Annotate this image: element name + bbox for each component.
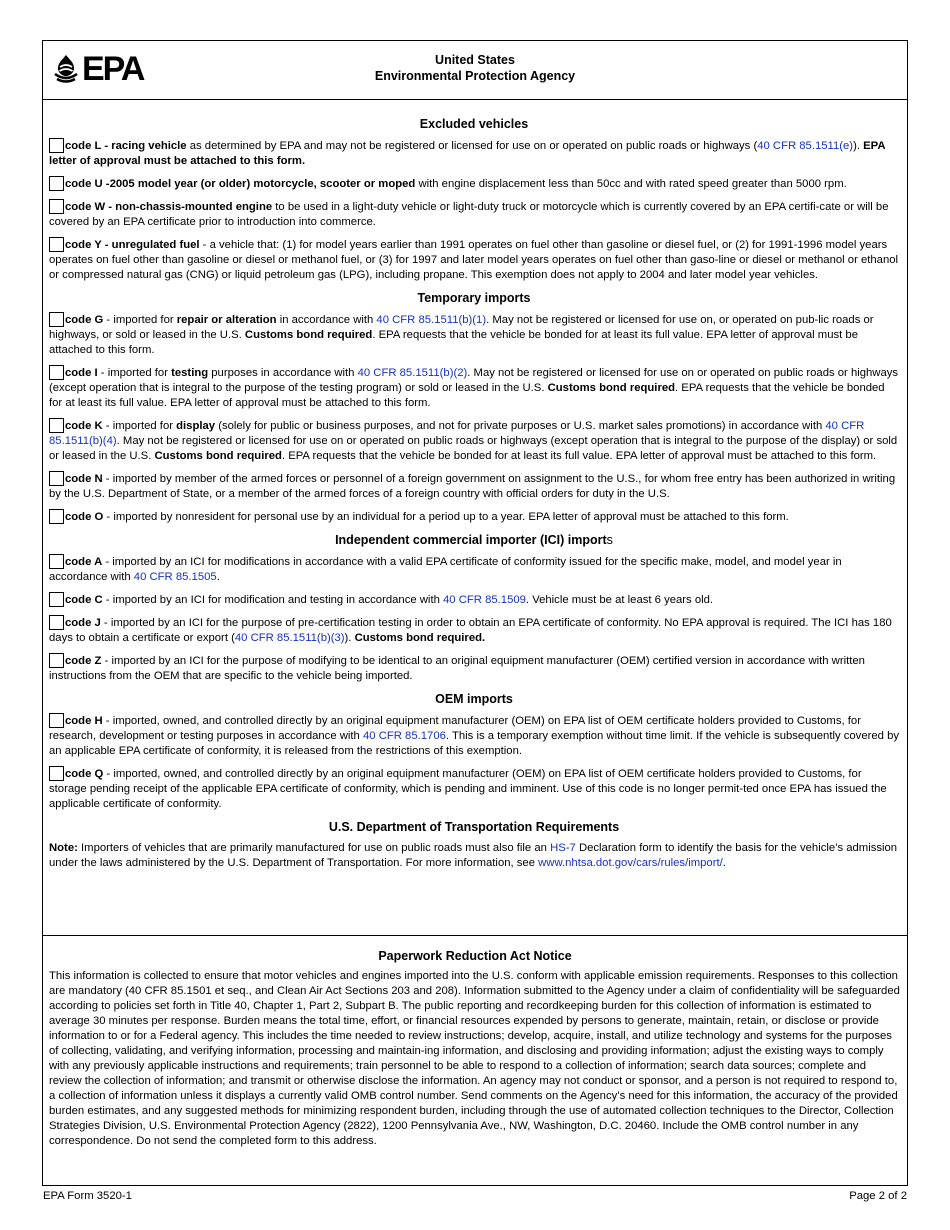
- code-q-item: [49, 766, 899, 812]
- code-j-text: - imported by an ICI for the purpose of pre-certification testing in order to obtain an EPA certificate of conformity. No EPA approval is required. The ICI has 180 days to obtain a certificate or export (: [49, 617, 892, 644]
- code-c-text-2: . Vehicle must be at least 6 years old.: [525, 594, 714, 606]
- code-u-checkbox[interactable]: [49, 176, 64, 191]
- code-k-bond: Customs bond required: [154, 450, 282, 462]
- code-y-checkbox[interactable]: [49, 237, 64, 252]
- code-c-item: [49, 592, 899, 608]
- pra-title: Paperwork Reduction Act Notice: [378, 949, 572, 963]
- code-u-text: with engine displacement less than 50cc and with rated speed greater than 5000 rpm.: [415, 178, 847, 190]
- code-j-title: code J: [65, 617, 101, 629]
- code-z-item: [49, 653, 899, 684]
- section-temporary-imports: Temporary imports: [417, 291, 531, 305]
- code-j-checkbox[interactable]: [49, 615, 64, 630]
- code-i-link[interactable]: 40 CFR 85.1511(b)(2): [357, 367, 468, 379]
- section-excluded-vehicles: Excluded vehicles: [419, 117, 529, 131]
- code-h-item: [49, 713, 899, 759]
- code-n-item: [49, 471, 899, 502]
- dot-note: [49, 841, 899, 871]
- code-l-checkbox[interactable]: [49, 138, 64, 153]
- code-q-title: code Q: [65, 768, 104, 780]
- code-c-title: code C: [65, 594, 103, 606]
- code-h-text-2: . This is a temporary exemption without time limit. If the vehicle is subsequently covered by an applicable EPA certificate of conformity, it is released from the restrictions of this exemption.: [49, 730, 900, 757]
- code-y-text: - a vehicle that: (1) for model years earlier than 1991 operates on fuel other than gasoline or diesel fuel, or (2) for 1991-1996 model years operates on fuel other than gasoline or diesel or methanol fuel, or (3) for 1997 and later model years operates on fuel other than gaso-line or diesel or methanol or ethanol or compressed natural gas (CNG) or liquid petroleum gas (LPG), including propane. This exemption does not apply to 2004 and later model year vehicles.: [49, 239, 899, 281]
- nhtsa-link[interactable]: www.nhtsa.dot.gov/cars/rules/import/: [538, 857, 723, 869]
- code-c-link[interactable]: 40 CFR 85.1509: [443, 594, 526, 606]
- code-u-title: code U -2005 model year (or older) motorcycle, scooter or moped: [65, 178, 416, 190]
- code-c-text: - imported by an ICI for modification and testing in accordance with: [102, 594, 444, 606]
- agency-title: [43, 50, 907, 88]
- code-z-title: code Z: [65, 655, 102, 667]
- code-g-text-3: . May not be registered or licensed for use on, or operated on pub-lic roads or highways, or sold or leased in the U.S.: [49, 314, 874, 341]
- code-a-link[interactable]: 40 CFR 85.1505: [133, 571, 217, 583]
- code-o-text: - imported by nonresident for personal use by an individual for a period up to a year. EPA letter of approval must be attached to this form.: [103, 511, 789, 523]
- code-l-requirement: EPA letter of approval must be attached to this form.: [49, 140, 886, 167]
- code-w-checkbox[interactable]: [49, 199, 64, 214]
- code-g-purpose: repair or alteration: [176, 314, 277, 326]
- form-header: [43, 41, 907, 100]
- code-o-checkbox[interactable]: [49, 509, 64, 524]
- code-c-checkbox[interactable]: [49, 592, 64, 607]
- code-h-text: - imported, owned, and controlled directly by an original equipment manufacturer (OEM) on EPA list of OEM certificate holders provided to Customs, for research, development or testing purposes in accordance with: [49, 715, 861, 742]
- code-l-text: as determined by EPA and may not be registered or licensed for use on or operated on public roads or highways (: [186, 140, 758, 152]
- code-i-bond: Customs bond required: [547, 382, 676, 394]
- code-g-text: - imported for: [103, 314, 177, 326]
- code-y-title: code Y - unregulated fuel: [65, 239, 200, 251]
- section-dot-requirements: U.S. Department of Transportation Requirements: [328, 820, 620, 834]
- code-i-text: - imported for: [97, 367, 172, 379]
- section-ici-imports: [49, 532, 899, 548]
- hs7-link[interactable]: HS-7: [550, 842, 576, 854]
- code-g-text-2: in accordance with: [276, 314, 377, 326]
- code-g-text-4: . EPA requests that the vehicle be bonded for at least its full value. EPA letter of approval must be attached to this form.: [49, 329, 858, 356]
- code-w-text: to be used in a light-duty vehicle or light-duty truck or motorcycle which is currently covered by an EPA certifi-cate or will be covered by an EPA certificate prior to introduction into commerce.: [49, 201, 889, 228]
- code-u-item: [49, 176, 899, 192]
- dot-note-text: Importers of vehicles that are primarily manufactured for use on public roads must also file an: [77, 842, 551, 854]
- section-oem-imports: OEM imports: [435, 692, 513, 706]
- code-o-title: code O: [65, 511, 104, 523]
- code-k-link[interactable]: 40 CFR 85.1511(b)(4): [49, 420, 865, 447]
- code-y-item: [49, 237, 899, 283]
- code-n-text: - imported by member of the armed forces or personnel of a foreign government on assignment to the U.S., for whom free entry has been authorized in writing by the U.S. Department of State, or a member of the armed forces of a foreign country with official orders for duty in the U.S.: [49, 473, 896, 500]
- code-k-text: - imported for: [102, 420, 177, 432]
- code-a-title: code A: [65, 556, 103, 568]
- section-ici-suffix: s: [606, 533, 613, 547]
- code-k-title: code K: [65, 420, 103, 432]
- code-g-item: [49, 312, 899, 358]
- dot-note-text-2: Declaration form to identify the basis for the vehicle’s admission under the laws administered by the U.S. Department of Transportation. For more information, see: [49, 842, 898, 869]
- code-j-link[interactable]: 40 CFR 85.1511(b)(3): [234, 632, 345, 644]
- code-k-item: [49, 418, 899, 464]
- code-i-text-3: . May not be registered or licensed for use on or operated on public roads or highways (except operation that is integral to the purpose of the testing program) or sold or leased in the U.S.: [49, 367, 899, 394]
- epa-logo-text: EPA: [82, 50, 144, 88]
- dot-note-text-3: .: [722, 857, 726, 869]
- code-z-checkbox[interactable]: [49, 653, 64, 668]
- code-g-title: code G: [65, 314, 104, 326]
- code-l-link[interactable]: 40 CFR 85.1511(e): [757, 140, 854, 152]
- code-j-text-2: ).: [344, 632, 355, 644]
- code-g-checkbox[interactable]: [49, 312, 64, 327]
- code-q-checkbox[interactable]: [49, 766, 64, 781]
- code-i-purpose: testing: [171, 367, 209, 379]
- code-i-item: [49, 365, 899, 411]
- agency-line-2: Environmental Protection Agency: [374, 69, 576, 83]
- code-h-link[interactable]: 40 CFR 85.1706: [362, 730, 446, 742]
- page-number: Page 2 of 2: [849, 1190, 907, 1202]
- code-q-text: - imported, owned, and controlled directly by an original equipment manufacturer (OEM) on EPA list of OEM certificate holders provided to Customs, for storage pending receipt of the applicable EPA certificate of conformity, which is pending and imminent. Use of this code is no longer permit-ted once EPA has issued the applicable certificate of conformity.: [49, 768, 887, 810]
- code-g-link[interactable]: 40 CFR 85.1511(b)(1): [376, 314, 487, 326]
- code-k-text-3: . May not be registered or licensed for use on or operated on public roads or highways (except operation that is integral to the purpose of the display) or sold or leased in the U.S.: [49, 435, 898, 462]
- code-i-checkbox[interactable]: [49, 365, 64, 380]
- code-n-title: code N: [65, 473, 103, 485]
- code-w-title: code W - non-chassis-mounted engine: [65, 201, 273, 213]
- dot-note-label: Note:: [49, 842, 78, 854]
- code-h-title: code H: [65, 715, 103, 727]
- section-ici-title: Independent commercial importer (ICI) import: [335, 533, 607, 547]
- code-j-bond: Customs bond required.: [354, 632, 486, 644]
- code-n-checkbox[interactable]: [49, 471, 64, 486]
- code-g-bond: Customs bond required: [244, 329, 373, 341]
- form-number: EPA Form 3520-1: [43, 1190, 132, 1202]
- code-k-purpose: display: [176, 420, 216, 432]
- code-a-item: [49, 554, 899, 585]
- code-a-checkbox[interactable]: [49, 554, 64, 569]
- code-j-item: [49, 615, 899, 646]
- code-l-title: code L - racing vehicle: [65, 140, 187, 152]
- code-i-title: code I: [65, 367, 98, 379]
- code-h-checkbox[interactable]: [49, 713, 64, 728]
- code-z-text: - imported by an ICI for the purpose of modifying to be identical to an original equipment manufacturer (OEM) certified version in accordance with written instructions from the OEM that are specific to the vehicle being imported.: [49, 655, 865, 682]
- code-k-checkbox[interactable]: [49, 418, 64, 433]
- paperwork-reduction-notice: [43, 935, 907, 1149]
- agency-line-1: United States: [435, 53, 515, 67]
- code-l-text-2: ).: [853, 140, 864, 152]
- code-k-text-2: (solely for public or business purposes, and not for private purposes or U.S. market sales promotions) in accordance with: [215, 420, 826, 432]
- form-body: [43, 100, 907, 871]
- code-i-text-2: purposes in accordance with: [208, 367, 358, 379]
- code-a-text-2: .: [216, 571, 220, 583]
- code-o-item: [49, 509, 899, 525]
- code-k-text-4: . EPA requests that the vehicle be bonded for at least its full value. EPA letter of approval must be attached to this form.: [281, 450, 877, 462]
- code-a-text: - imported by an ICI for modifications in accordance with a valid EPA certificate of conformity issued for the specific make, model, and model year in accordance with: [49, 556, 842, 583]
- pra-body: This information is collected to ensure that motor vehicles and engines imported into the U.S. conform with applicable emission requirements. Responses to this collection are mandatory (40 CFR 85.1501 et seq., and Clean Air Act Sections 203 and 208). Information submitted to the Agency under a claim of confidentiality will be safeguarded according to policies set forth in Title 40, Chapter 1, Part 2, Subpart B. The public reporting and recordkeeping burden for this collection of information is estimated to average 30 minutes per response. Burden means the total time, effort, or financial resources expended by persons to generate, maintain, retain, or disclose or provide information to or for a Federal agency. This includes the time needed to review instructions; develop, acquire, install, and utilize technology and systems for the purposes of collecting, validating, and verifying information, processing and maintain-ing information, and disclosing and providing information; adjust the existing ways to comply with any previously applicable instructions and requirements; train personnel to be able to respond to a collection of information; search data sources; complete and review the collection of information; and transmit or otherwise disclose the information. An agency may not conduct or sponsor, and a person is not required to respond to, a collection of information unless it displays a currently valid OMB control number. Send comments on the Agency’s need for this information, the accuracy of the provided burden estimates, and any suggested methods for minimizing respondent burden, including through the use of automated collection techniques to the Director, Collection Strategies Division, U.S. Environmental Protection Agency (2822), 1200 Pennsylvania Ave., NW, Washington, D.C. 20460. Include the OMB control number in any correspondence. Do not send the completed form to this address.: [49, 970, 900, 1147]
- code-l-item: [49, 138, 899, 169]
- code-w-item: [49, 199, 899, 230]
- code-i-text-4: . EPA requests that the vehicle be bonded for at least its full value. EPA letter of approval must be attached to this form.: [49, 382, 885, 409]
- form-frame: [42, 40, 908, 1186]
